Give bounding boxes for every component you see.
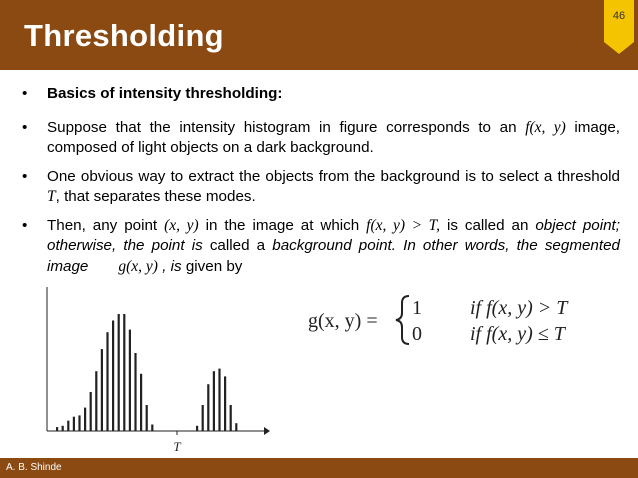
histogram-bar	[235, 423, 237, 431]
title-bar	[0, 0, 638, 70]
bullet-3	[22, 167, 620, 208]
math-condition: f(x, y) > T,	[366, 216, 441, 234]
histogram-bar	[112, 321, 114, 432]
bullet-list	[22, 84, 620, 285]
math-T: T	[47, 188, 56, 205]
histogram-bar	[101, 349, 103, 431]
case-2-condition: if f(x, y) ≤ T	[470, 323, 565, 345]
math-fxy: f(x, y)	[525, 118, 566, 136]
bullet-4-text-8: given by	[181, 257, 243, 275]
histogram-bar	[106, 332, 108, 431]
histogram-bar	[90, 392, 92, 431]
bullet-dot: •	[22, 167, 28, 185]
threshold-formula	[308, 287, 608, 351]
page-number: 46	[612, 10, 626, 22]
bullet-dot: •	[22, 216, 28, 234]
bullet-4-text-1: Then, any point	[47, 216, 165, 234]
histogram-bar	[134, 353, 136, 431]
histogram-bar	[207, 384, 209, 431]
histogram-bar	[84, 408, 86, 431]
histogram-bar	[151, 425, 153, 432]
histogram-bar	[202, 405, 204, 431]
histogram-bar	[62, 426, 64, 431]
bullet-4-text-2: in the image at which	[198, 216, 367, 234]
histogram-bar	[123, 314, 125, 431]
histogram-x-arrow	[264, 427, 270, 435]
bullet-2-text-1: Suppose that the intensity histogram in figure corresponds to an	[47, 118, 526, 136]
bullet-4-text-7: , is	[157, 257, 182, 275]
math-gxy: g(x, y)	[118, 257, 158, 275]
bullet-3-text-1: One obvious way to extract the objects from the background is to select a threshold	[47, 167, 620, 185]
histogram-bar	[218, 369, 220, 431]
histogram-bar	[196, 426, 198, 431]
math-xy: (x, y)	[164, 216, 199, 234]
histogram-bar	[95, 371, 97, 431]
author-name: A. B. Shinde	[6, 462, 62, 473]
histogram-bar	[213, 371, 215, 431]
histogram-bar	[146, 405, 148, 431]
object-point-term: object point; otherwise, the point is	[47, 216, 620, 254]
background-point-term: background point. In other words, the segmented image	[47, 237, 620, 275]
bullet-4	[22, 216, 620, 278]
histogram-bar	[73, 417, 75, 431]
bullet-1-text: Basics of intensity thresholding:	[47, 85, 283, 102]
histogram-bar	[67, 421, 69, 431]
bullet-2-text-2: image, composed of light objects on a dark background.	[47, 118, 620, 156]
bullet-4-text-5: called a	[202, 237, 273, 254]
bullet-dot: •	[22, 118, 28, 136]
badge-tip	[604, 42, 634, 54]
histogram-bar	[78, 415, 80, 431]
bullet-4-text-3: is called an	[440, 216, 536, 234]
histogram-bar	[230, 405, 232, 431]
bullet-dot: •	[22, 85, 28, 102]
histogram-bar	[224, 376, 226, 431]
slide-title: Thresholding	[24, 18, 224, 53]
histogram-bars	[56, 314, 237, 431]
formula-brace	[396, 296, 409, 344]
histogram-bar	[140, 374, 142, 431]
histogram-bar	[118, 314, 120, 431]
case-1-value: 1	[412, 297, 422, 319]
intensity-histogram	[44, 281, 274, 455]
formula-lhs: g(x, y) =	[308, 310, 378, 332]
footer-bar	[0, 458, 638, 478]
case-2-value: 0	[412, 323, 422, 345]
threshold-label: T	[173, 439, 181, 454]
page-number-badge	[604, 0, 634, 42]
bullet-1	[22, 84, 620, 105]
bullet-3-text-2: , that separates these modes.	[55, 188, 256, 205]
histogram-bar	[129, 330, 131, 431]
bullet-2	[22, 118, 620, 159]
case-1-condition: if f(x, y) > T	[470, 297, 568, 319]
histogram-bar	[56, 427, 58, 431]
